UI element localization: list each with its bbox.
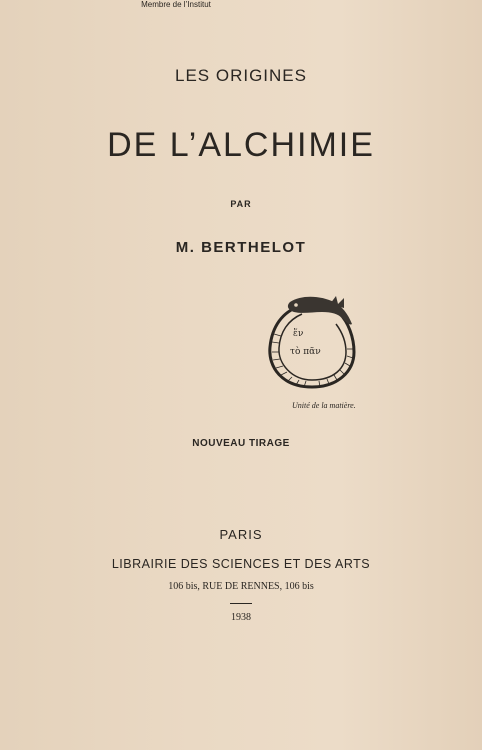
divider [230,603,252,604]
author-name: M. BERTHELOT [175,239,307,256]
emblem-greek-top: ἕν [293,329,304,339]
emblem-greek-bottom: τὸ πᾶν [290,347,321,357]
publication-year: 1938 [231,612,251,623]
title-line-2: DE L’ALCHIMIE [107,126,375,164]
emblem-caption: Unité de la matière. [292,401,356,410]
by-label: PAR [230,199,252,209]
publisher-address: 106 bis, RUE DE RENNES, 106 bis [168,581,314,592]
publication-place: PARIS [219,527,263,542]
publisher-name: LIBRAIRIE DES SCIENCES ET DES ARTS [111,557,371,571]
edition-label: NOUVEAU TIRAGE [192,438,290,449]
title-line-1: LES ORIGINES [175,66,307,85]
author-affiliation: Membre de l’Institut [141,0,211,9]
